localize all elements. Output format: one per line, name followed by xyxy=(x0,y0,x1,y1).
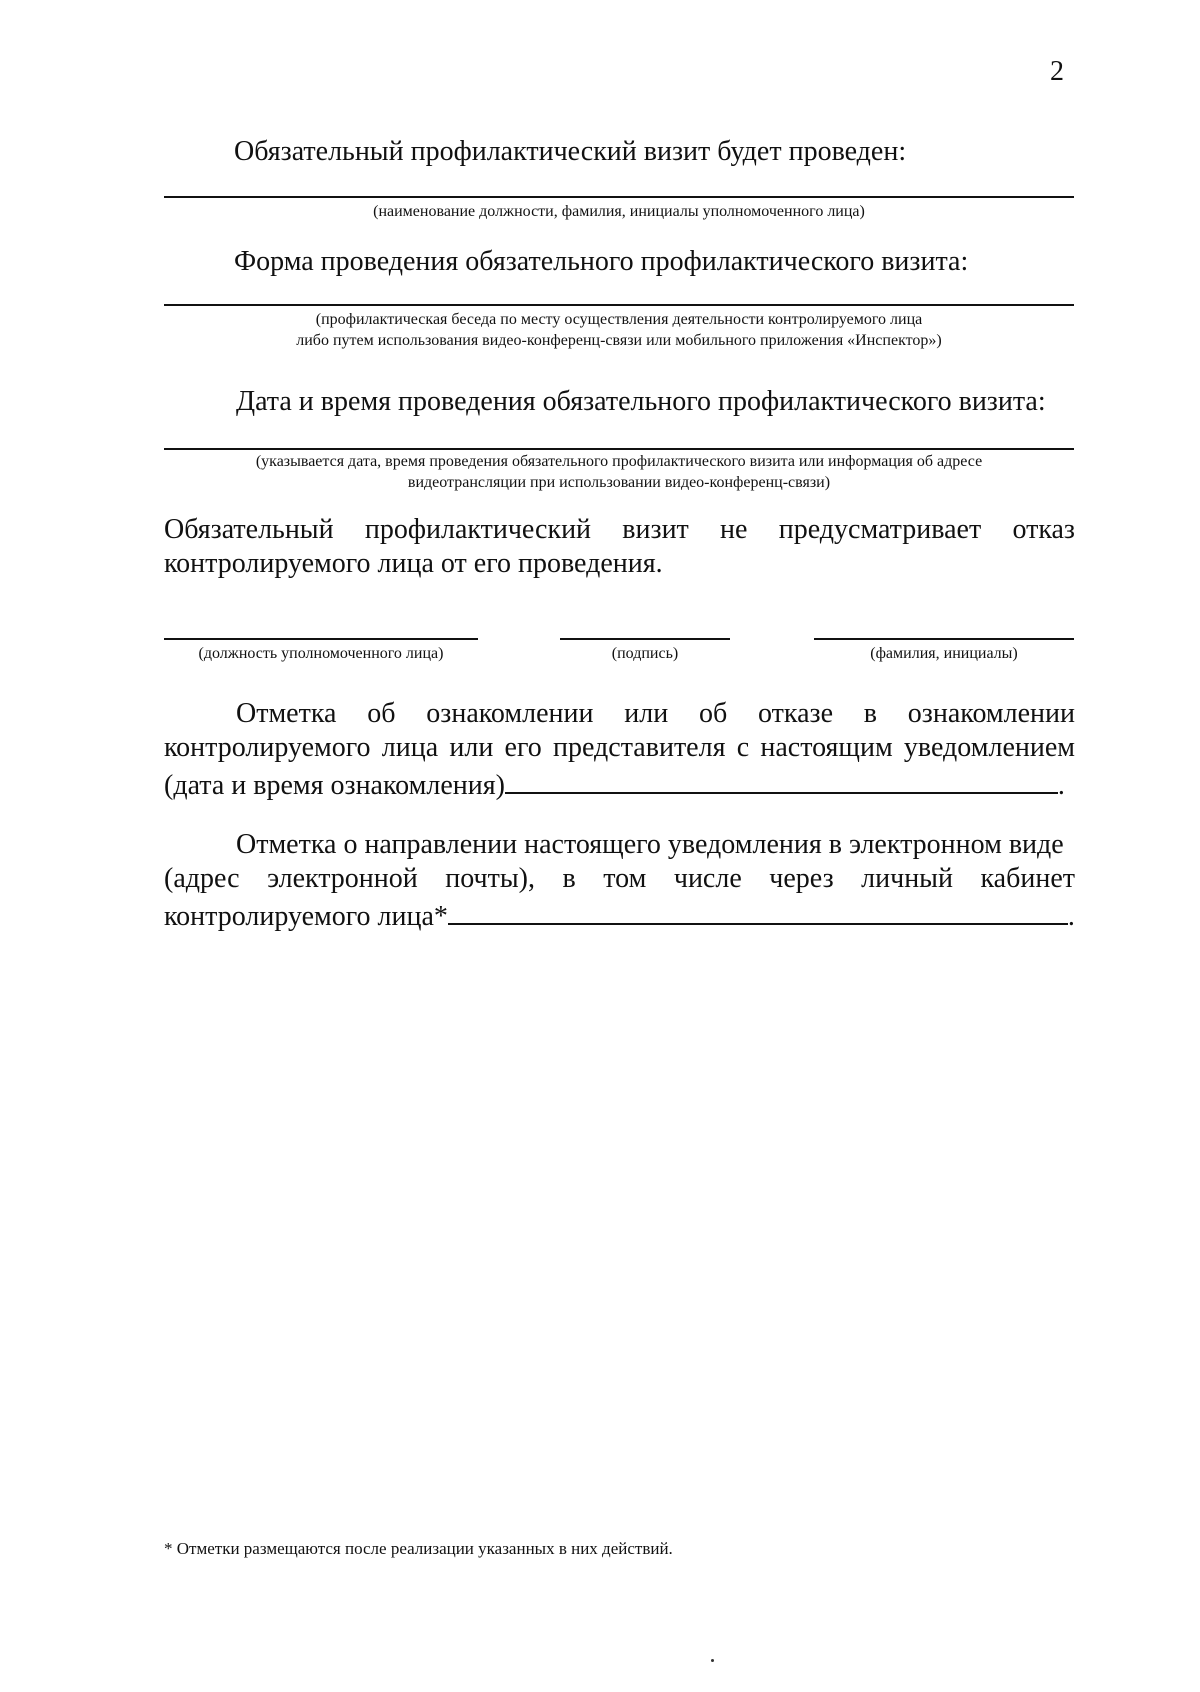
electronic-cabinet-label: контролируемого лица* xyxy=(164,901,448,932)
acknowledgement-date-field[interactable] xyxy=(505,766,1058,794)
position-signature-line[interactable] xyxy=(164,638,478,640)
visit-datetime-heading: Дата и время проведения обязательного профилактического визита: xyxy=(236,386,1046,417)
visit-form-caption-line2: либо путем использования видео-конференц-связи или мобильного приложения «Инспектор») xyxy=(296,332,942,349)
position-label: (должность уполномоченного лица) xyxy=(198,645,444,662)
electronic-line-2: (адрес электронной почты), в том числе через личный кабинет xyxy=(164,863,1075,894)
visit-datetime-caption-line1: (указывается дата, время проведения обязательного профилактического визита или информация об адресе xyxy=(255,453,983,470)
visit-performer-heading: Обязательный профилактический визит будет проведен: xyxy=(234,136,907,167)
notice-line-1: Обязательный профилактический визит не предусматривает отказ xyxy=(164,514,1075,545)
acknowledgement-line-3 xyxy=(164,766,1065,802)
visit-form-line[interactable] xyxy=(164,304,1074,306)
electronic-cabinet-field[interactable] xyxy=(448,897,1068,925)
signature-line[interactable] xyxy=(560,638,730,640)
electronic-line-3 xyxy=(164,897,1075,933)
visit-form-caption-line1: (профилактическая беседа по месту осуществления деятельности контролируемого лица xyxy=(315,311,923,328)
electronic-end: . xyxy=(1067,901,1075,932)
visit-datetime-caption-line2: видеотрансляции при использовании видео-конференц-связи) xyxy=(407,474,831,491)
visit-performer-caption: (наименование должности, фамилия, инициалы уполномоченного лица) xyxy=(373,203,865,220)
name-label: (фамилия, инициалы) xyxy=(870,645,1018,662)
scan-speck xyxy=(711,1659,714,1662)
visit-performer-line[interactable] xyxy=(164,196,1074,198)
visit-datetime-line[interactable] xyxy=(164,448,1074,450)
notice-line-2: контролируемого лица от его проведения. xyxy=(164,548,663,579)
acknowledgement-date-label: (дата и время ознакомления) xyxy=(164,770,505,801)
electronic-line-1: Отметка о направлении настоящего уведомления в электронном виде xyxy=(236,829,1064,860)
acknowledgement-line-2: контролируемого лица или его представителя с настоящим уведомлением xyxy=(164,732,1075,763)
name-signature-line[interactable] xyxy=(814,638,1074,640)
visit-form-heading: Форма проведения обязательного профилактического визита: xyxy=(234,246,969,277)
page-number: 2 xyxy=(1050,56,1064,87)
signature-label: (подпись) xyxy=(611,645,679,662)
acknowledgement-end: . xyxy=(1057,770,1065,801)
acknowledgement-line-1: Отметка об ознакомлении или об отказе в ознакомлении xyxy=(236,698,1075,729)
footnote: * Отметки размещаются после реализации указанных в них действий. xyxy=(164,1539,673,1558)
